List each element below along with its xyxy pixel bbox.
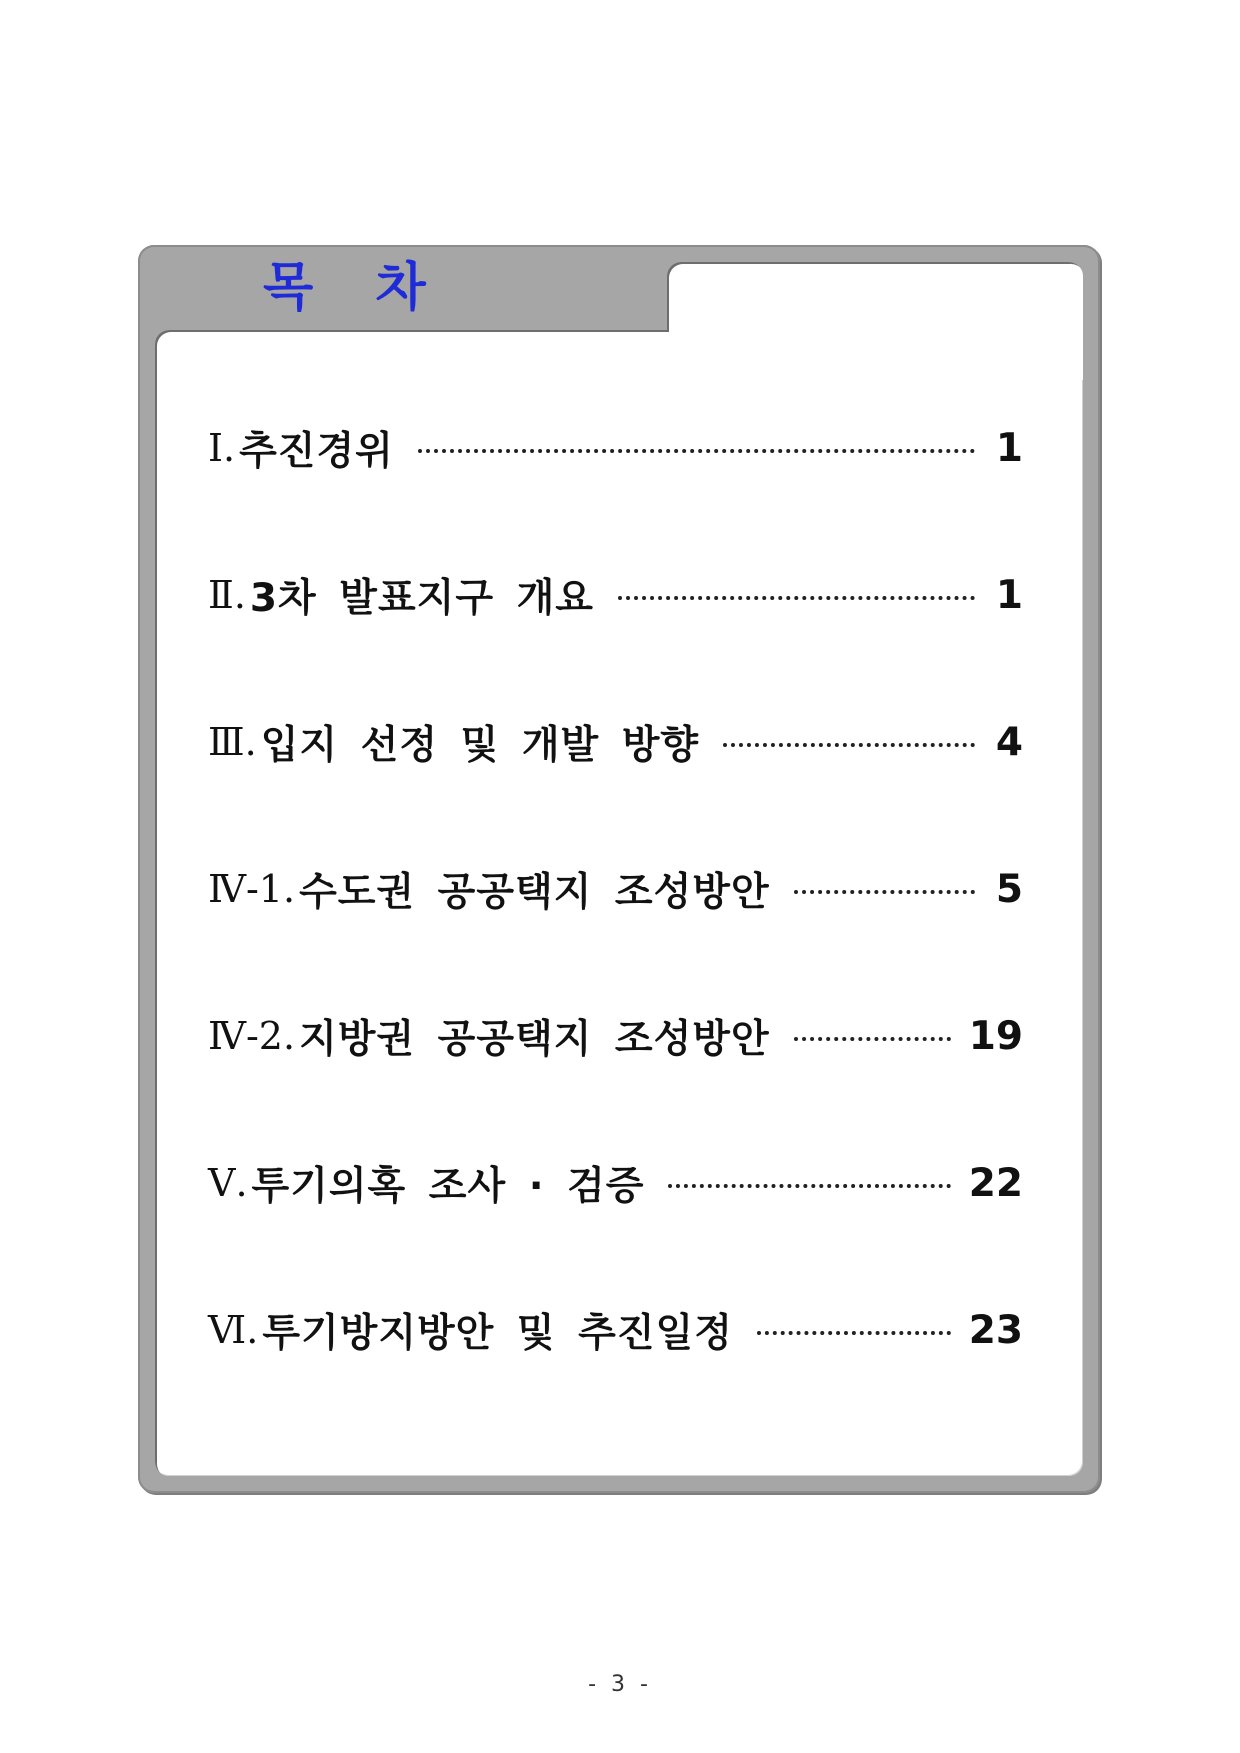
toc-entry-page: 1 — [995, 425, 1023, 471]
dot-leader — [757, 1325, 951, 1335]
toc-entry-heading: 3차 발표지구 개요 — [249, 576, 594, 621]
toc-entry-1[interactable] — [208, 418, 1023, 478]
page-number: - 3 - — [588, 1672, 652, 1697]
toc-entry-2[interactable] — [208, 565, 1023, 625]
toc-entry-7[interactable] — [208, 1300, 1023, 1360]
dot-leader — [723, 737, 975, 747]
toc-entry-numeral: Ⅲ. — [208, 720, 257, 764]
toc-entry-4[interactable] — [208, 859, 1023, 919]
toc-entry-page: 1 — [995, 572, 1023, 618]
toc-entry-heading: 투기방지방안 및 추진일정 — [262, 1311, 733, 1356]
toc-entry-heading: 투기의혹 조사 · 검증 — [251, 1164, 645, 1209]
toc-entry-heading: 지방권 공공택지 조성방안 — [299, 1017, 770, 1062]
toc-entry-6[interactable] — [208, 1153, 1023, 1213]
dot-leader — [618, 590, 975, 600]
toc-entry-heading: 추진경위 — [239, 429, 394, 474]
toc-entry-numeral: Ⅳ-2. — [208, 1014, 296, 1058]
dot-leader — [418, 443, 975, 453]
toc-tab-join — [669, 300, 1083, 380]
toc-entry-5[interactable] — [208, 1006, 1023, 1066]
toc-entry-3[interactable] — [208, 712, 1023, 772]
dot-leader — [794, 1031, 951, 1041]
toc-entry-numeral: Ⅰ. — [208, 426, 236, 470]
toc-title: 목 차 — [263, 258, 428, 318]
toc-entry-page: 5 — [995, 866, 1023, 912]
dot-leader — [794, 884, 975, 894]
toc-entry-numeral: Ⅳ-1. — [208, 867, 296, 911]
toc-entry-numeral: Ⅱ. — [208, 573, 246, 617]
toc-entry-page: 23 — [968, 1307, 1023, 1353]
toc-entry-numeral: Ⅴ. — [208, 1161, 248, 1205]
dot-leader — [668, 1178, 950, 1188]
toc-entry-heading: 입지 선정 및 개발 방향 — [260, 723, 700, 768]
toc-entry-page: 22 — [968, 1160, 1023, 1206]
toc-entry-page: 4 — [995, 719, 1023, 765]
toc-entry-numeral: Ⅵ. — [208, 1308, 259, 1352]
toc-entry-heading: 수도권 공공택지 조성방안 — [299, 870, 770, 915]
toc-entry-page: 19 — [968, 1013, 1023, 1059]
